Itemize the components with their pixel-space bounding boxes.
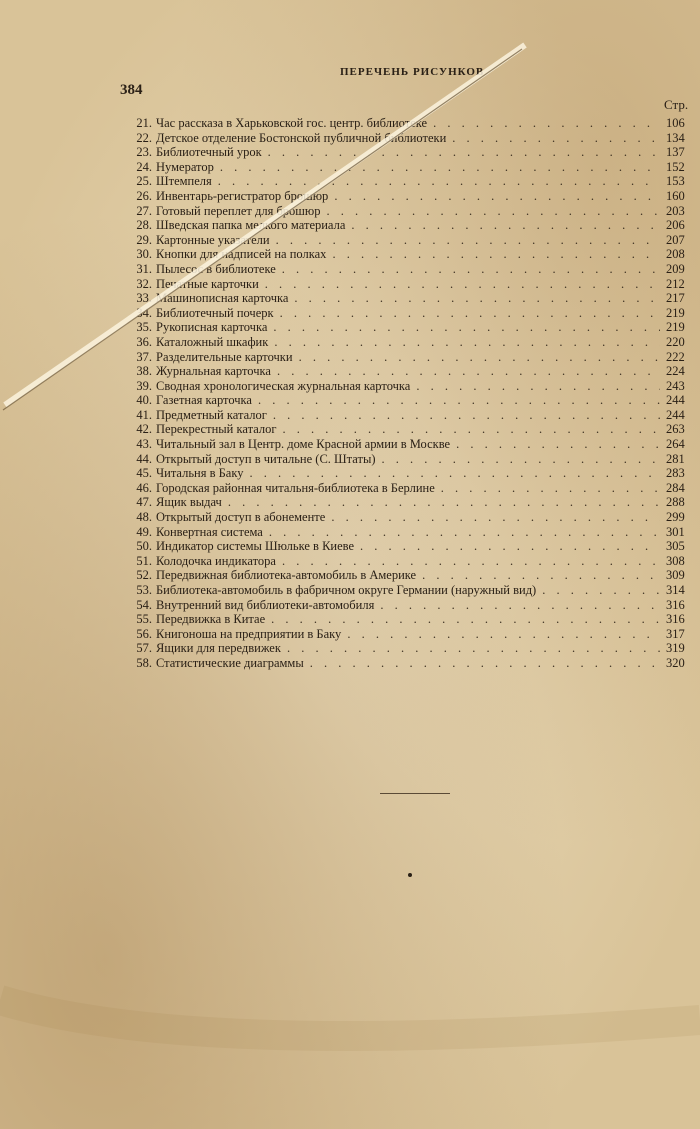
figure-number: 51.: [136, 553, 152, 568]
list-item: [120, 320, 700, 335]
list-item: [120, 568, 700, 583]
figure-number: 48.: [136, 510, 152, 525]
figure-title: Ящик выдач: [156, 495, 222, 510]
figure-page: 209: [666, 261, 685, 276]
leader-dots: [294, 291, 660, 306]
leader-dots: [282, 262, 660, 277]
leader-dots: [542, 583, 660, 598]
figure-number: 35.: [136, 320, 152, 335]
figure-title: Штемпеля: [156, 174, 212, 189]
figure-page: 305: [666, 539, 685, 554]
figure-number: 34.: [136, 305, 152, 320]
figure-page: 263: [666, 422, 685, 437]
leader-dots: [452, 131, 660, 146]
figure-title: Кнопки для надписей на полках: [156, 247, 327, 262]
figure-title: Журнальная карточка: [156, 364, 271, 379]
figure-number: 54.: [136, 597, 152, 612]
figure-number: 30.: [136, 247, 152, 262]
figure-page: 319: [666, 641, 685, 656]
leader-dots: [250, 466, 661, 481]
figure-number: 32.: [136, 276, 152, 291]
figure-number: 55.: [136, 612, 152, 627]
figure-page: 264: [666, 437, 685, 452]
leader-dots: [273, 320, 660, 335]
figure-number: 58.: [136, 655, 152, 670]
figure-page: 212: [666, 276, 685, 291]
figure-number: 53.: [136, 583, 152, 597]
list-item: [120, 160, 700, 175]
leader-dots: [282, 554, 660, 569]
figure-page: 299: [666, 510, 685, 525]
figure-number: 25.: [136, 174, 152, 189]
figure-title: Картонные указатели: [156, 232, 270, 247]
list-item: [120, 437, 700, 452]
figure-page: 137: [666, 145, 685, 160]
list-item: [120, 350, 700, 365]
figure-title: Городская районная читальня-библиотека в Берлине: [156, 480, 435, 495]
ink-speck: [408, 873, 412, 877]
figure-title: Детское отделение Бостонской публичной библиотеки: [156, 130, 447, 145]
figure-number: 41.: [136, 407, 152, 422]
figure-title: Библиотека-автомобиль в фабричном округе Германии (наружный вид): [156, 583, 537, 597]
list-item: [120, 598, 700, 613]
figure-title: Каталожный шкафик: [156, 334, 269, 349]
leader-dots: [218, 174, 660, 189]
leader-dots: [382, 452, 660, 467]
list-item: [120, 612, 700, 627]
figure-number: 52.: [136, 568, 152, 583]
list-item: [120, 656, 700, 671]
figure-number: 23.: [136, 145, 152, 160]
figure-title: Открытый доступ в читальне (С. Штаты): [156, 451, 376, 466]
figure-page: 222: [666, 349, 685, 364]
end-rule: [380, 793, 450, 794]
figure-number: 50.: [136, 539, 152, 554]
figure-title: Пылесос в библиотеке: [156, 261, 276, 276]
figure-list: [120, 116, 700, 671]
figure-number: 33.: [136, 291, 152, 306]
figure-title: Книгоноша на предприятии в Баку: [156, 626, 342, 641]
figure-page: 284: [666, 480, 685, 495]
leader-dots: [287, 641, 660, 656]
figure-number: 49.: [136, 524, 152, 539]
list-item: [120, 291, 700, 306]
figure-title: Библиотечный почерк: [156, 305, 274, 320]
leader-dots: [380, 598, 660, 613]
list-item: [120, 422, 700, 437]
leader-dots: [441, 481, 660, 496]
figure-number: 37.: [136, 349, 152, 364]
figure-page: 320: [666, 655, 685, 670]
figure-page: 309: [666, 568, 685, 583]
figure-page: 217: [666, 291, 685, 306]
figure-title: Рукописная карточка: [156, 320, 268, 335]
figure-title: Конвертная система: [156, 524, 263, 539]
figure-page: 134: [666, 130, 685, 145]
figure-title: Читальный зал в Центр. доме Красной армии в Москве: [156, 437, 451, 452]
figure-page: 316: [666, 597, 685, 612]
figure-number: 39.: [136, 378, 152, 393]
figure-title: Колодочка индикатора: [156, 553, 276, 568]
leader-dots: [274, 335, 660, 350]
leader-dots: [299, 350, 660, 365]
list-item: [120, 539, 700, 554]
figure-number: 24.: [136, 159, 152, 174]
figure-page: 283: [666, 466, 685, 481]
leader-dots: [360, 539, 660, 554]
list-item: [120, 247, 700, 262]
list-item: [120, 145, 700, 160]
leader-dots: [456, 437, 660, 452]
figure-page: 243: [666, 378, 685, 393]
leader-dots: [280, 306, 660, 321]
leader-dots: [433, 116, 660, 131]
leader-dots: [276, 233, 660, 248]
list-item: [120, 335, 700, 350]
figure-title: Передвижка в Китае: [156, 612, 266, 627]
running-head: ПЕРЕЧЕНЬ РИСУНКОВ: [340, 66, 485, 78]
figure-number: 44.: [136, 451, 152, 466]
figure-page: 206: [666, 218, 685, 233]
figure-page: 208: [666, 247, 685, 262]
list-item: [120, 466, 700, 481]
figure-title: Печатные карточки: [156, 276, 259, 291]
list-item: [120, 364, 700, 379]
list-item: [120, 116, 700, 131]
list-item: [120, 510, 700, 525]
figure-title: Газетная карточка: [156, 393, 252, 408]
figure-title: Нумератор: [156, 159, 214, 174]
figure-page: 203: [666, 203, 685, 218]
leader-dots: [282, 422, 660, 437]
page-number: 384: [120, 82, 143, 98]
figure-number: 56.: [136, 626, 152, 641]
figure-number: 27.: [136, 203, 152, 218]
figure-title: Час рассказа в Харьковской гос. центр. библиотеке: [156, 116, 428, 130]
figure-page: 301: [666, 524, 685, 539]
figure-number: 26.: [136, 188, 152, 203]
leader-dots: [265, 277, 660, 292]
list-item: [120, 218, 700, 233]
figure-number: 22.: [136, 130, 152, 145]
leader-dots: [310, 656, 660, 671]
leader-dots: [220, 160, 660, 175]
leader-dots: [258, 393, 660, 408]
list-item: [120, 452, 700, 467]
figure-title: Читальня в Баку: [156, 466, 244, 481]
figure-number: 29.: [136, 232, 152, 247]
figure-page: 314: [666, 583, 685, 597]
list-item: [120, 408, 700, 423]
figure-number: 40.: [136, 393, 152, 408]
figure-page: 281: [666, 451, 685, 466]
figure-number: 46.: [136, 480, 152, 495]
list-item: [120, 627, 700, 642]
figure-number: 28.: [136, 218, 152, 233]
leader-dots: [228, 495, 660, 510]
figure-page: 308: [666, 553, 685, 568]
figure-number: 57.: [136, 641, 152, 656]
figure-page: 288: [666, 495, 685, 510]
list-item: [120, 131, 700, 146]
leader-dots: [351, 218, 660, 233]
figure-number: 43.: [136, 437, 152, 452]
list-item: [120, 583, 700, 598]
leader-dots: [334, 189, 660, 204]
figure-page: 153: [666, 174, 685, 189]
figure-title: Внутренний вид библиотеки-автомобиля: [156, 597, 375, 612]
figure-number: 45.: [136, 466, 152, 481]
leader-dots: [269, 525, 660, 540]
leader-dots: [331, 510, 660, 525]
list-item: [120, 525, 700, 540]
leader-dots: [416, 379, 660, 394]
figure-title: Машинописная карточка: [156, 291, 289, 306]
figure-page: 220: [666, 334, 685, 349]
figure-number: 47.: [136, 495, 152, 510]
list-item: [120, 495, 700, 510]
figure-title: Сводная хронологическая журнальная карточка: [156, 378, 411, 393]
figure-page: 152: [666, 159, 685, 174]
leader-dots: [268, 145, 660, 160]
figure-title: Индикатор системы Шюльке в Киеве: [156, 539, 355, 554]
figure-number: 38.: [136, 364, 152, 379]
page-column-label: Стр.: [664, 97, 689, 112]
figure-title: Открытый доступ в абонементе: [156, 510, 326, 525]
figure-number: 31.: [136, 261, 152, 276]
figure-page: 160: [666, 188, 685, 203]
figure-number: 42.: [136, 422, 152, 437]
figure-page: 244: [666, 407, 685, 422]
list-item: [120, 174, 700, 189]
leader-dots: [271, 612, 660, 627]
leader-dots: [347, 627, 660, 642]
figure-page: 224: [666, 364, 685, 379]
figure-page: 106: [666, 116, 685, 130]
list-item: [120, 379, 700, 394]
leader-dots: [327, 204, 660, 219]
figure-title: Шведская папка мелкого материала: [156, 218, 346, 233]
leader-dots: [422, 568, 660, 583]
figure-title: Статистические диаграммы: [156, 655, 304, 670]
figure-number: 36.: [136, 334, 152, 349]
list-item: [120, 393, 700, 408]
figure-page: 244: [666, 393, 685, 408]
figure-title: Перекрестный каталог: [156, 422, 277, 437]
figure-page: 219: [666, 320, 685, 335]
figure-title: Разделительные карточки: [156, 349, 293, 364]
list-item: [120, 233, 700, 248]
figure-page: 207: [666, 232, 685, 247]
list-item: [120, 277, 700, 292]
leader-dots: [277, 364, 660, 379]
figure-page: 219: [666, 305, 685, 320]
list-item: [120, 306, 700, 321]
figure-title: Библиотечный урок: [156, 145, 262, 160]
list-item: [120, 554, 700, 569]
leader-dots: [332, 247, 660, 262]
list-item: [120, 189, 700, 204]
figure-title: Предметный каталог: [156, 407, 267, 422]
figure-page: 316: [666, 612, 685, 627]
list-item: [120, 204, 700, 219]
list-item: [120, 481, 700, 496]
figure-number: 21.: [136, 116, 152, 130]
figure-page: 317: [666, 626, 685, 641]
list-item: [120, 641, 700, 656]
figure-title: Передвижная библиотека-автомобиль в Америке: [156, 568, 417, 583]
figure-title: Инвентарь-регистратор брошюр: [156, 188, 329, 203]
figure-title: Готовый переплет для брошюр: [156, 203, 321, 218]
leader-dots: [273, 408, 660, 423]
figure-title: Ящики для передвижек: [156, 641, 281, 656]
list-item: [120, 262, 700, 277]
